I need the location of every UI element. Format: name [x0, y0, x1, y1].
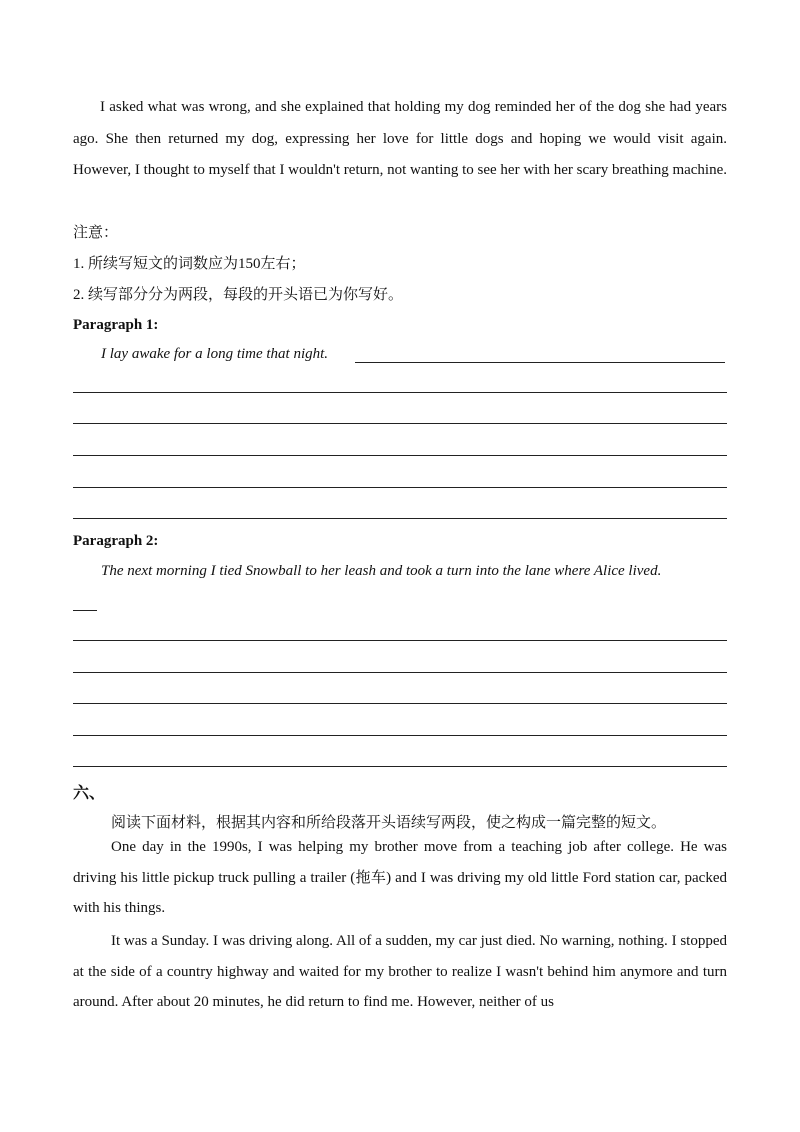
- paragraph2-starter: The next morning I tied Snowball to her leash and took a turn into the lane where Alice lived.: [101, 563, 662, 579]
- paragraph1-writing-line[interactable]: [73, 487, 727, 488]
- notes-heading: 注意：: [73, 225, 119, 241]
- paragraph1-writing-line[interactable]: [73, 392, 727, 393]
- notes-item-2: 2. 续写部分分为两段，每段的开头语已为你写好。: [73, 287, 404, 303]
- story-end-block: [73, 92, 727, 187]
- section6-instruction: 阅读下面材料，根据其内容和所给段落开头语续写两段，使之构成一篇完整的短文。: [111, 815, 667, 831]
- section6-paragraph-b: It was a Sunday. I was driving along. All of a sudden, my car just died. No warning, nothing. I stopped at the side of a country highway and waited for my brother to realize I wasn't behind him anymore and turn around. After about 20 minutes, he did return to find me. However, neither of us: [73, 933, 727, 1010]
- paragraph1-first-writing-line[interactable]: [355, 362, 725, 363]
- paragraph1-writing-line[interactable]: [73, 455, 727, 456]
- paragraph2-writing-line[interactable]: [73, 703, 727, 704]
- paragraph2-writing-line[interactable]: [73, 735, 727, 736]
- paragraph2-writing-line[interactable]: [73, 640, 727, 641]
- notes-block: [73, 218, 727, 311]
- paragraph2-label: Paragraph 2:: [73, 533, 159, 549]
- paragraph1-label-wrap: [73, 310, 727, 341]
- paragraph2-first-writing-line[interactable]: [73, 610, 97, 611]
- paragraph1-label: Paragraph 1:: [73, 317, 159, 333]
- paragraph2-writing-line[interactable]: [73, 672, 727, 673]
- paragraph2-label-wrap: [73, 526, 727, 557]
- paragraph2-writing-line[interactable]: [73, 766, 727, 767]
- notes-item-1: 1. 所续写短文的词数应为150左右；: [73, 256, 306, 272]
- paragraph1-writing-line[interactable]: [73, 518, 727, 519]
- section6-number: 六、: [73, 785, 106, 802]
- paragraph1-starter: I lay awake for a long time that night.: [101, 346, 329, 362]
- paragraph1-writing-line[interactable]: [73, 423, 727, 424]
- section6-paragraph-a-block: [73, 832, 727, 924]
- section6-paragraph-b-block: [73, 926, 727, 1018]
- story-end-paragraph: I asked what was wrong, and she explained that holding my dog reminded her of the dog she had years ago. She then returned my dog, expressing her love for little dogs and hoping we would visit again. However, I thought to myself that I wouldn't return, not wanting to see her with her scary breathing machine.: [73, 99, 728, 178]
- section6-paragraph-a: One day in the 1990s, I was helping my brother move from a teaching job after college. He was driving his little pickup truck pulling a trailer (拖车) and I was driving my old little Ford station car, packed with his things.: [73, 839, 727, 916]
